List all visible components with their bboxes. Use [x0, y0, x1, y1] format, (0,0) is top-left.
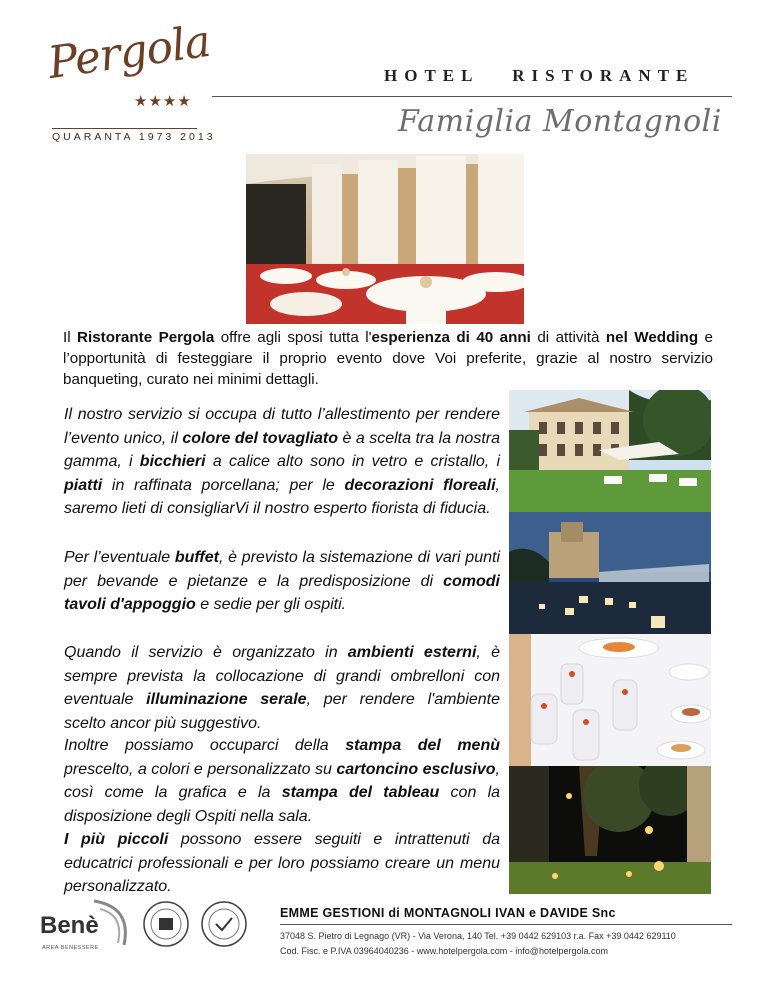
- bene-subtitle: AREA BENESSERE: [42, 945, 99, 951]
- logo-divider: [52, 128, 197, 129]
- company-name: EMME GESTIONI di MONTAGNOLI IVAN e DAVIDE Snc: [280, 906, 616, 920]
- outdoor-paragraph: Quando il servizio è organizzato in ambienti esterni, è sempre prevista la collocazione di grandi ombrelloni con eventuale illuminazione serale, per rendere l'ambiente scelto ancor più suggestivo.: [64, 644, 501, 732]
- logo-tagline: QUARANTA 1973 2013: [52, 131, 216, 143]
- logo-wordmark: Pergola: [44, 15, 214, 89]
- bene-wordmark: Benè: [40, 912, 99, 939]
- buffet-paragraph: Per l’eventuale buffet, è previsto la sistemazione di vari punti per bevande e pietanze e la predisposizione di comodi tavoli d'appoggio e sedie per gli ospiti.: [64, 549, 500, 614]
- night-garden-photo: [509, 512, 711, 634]
- villa-garden-photo: [509, 390, 711, 512]
- company-fiscal-contacts: Cod. Fisc. e P.IVA 03964040236 - www.hotelpergola.com - info@hotelpergola.com: [280, 946, 608, 956]
- footer-rule: [280, 924, 732, 925]
- company-address: 37048 S. Pietro di Legnago (VR) - Via Verona, 140 Tel. +39 0442 629103 r.a. Fax +39 0442 629110: [280, 931, 676, 941]
- night-palms-photo: [509, 766, 711, 894]
- logo-stars: ★★★★: [134, 93, 192, 110]
- service-paragraph: Il nostro servizio si occupa di tutto l’allestimento per rendere l’evento unico, il colore del tovagliato è a scelta tra la nostra gamma, i bicchieri a calice alto sono in vetro e cristallo, i piatti in raffinata porcellana; per le decorazioni floreali, saremo lieti di consigliarVi il nostro esperto fiorista di fiducia.: [64, 406, 500, 518]
- certification-seal-icon: [200, 900, 248, 948]
- menu-print-paragraph: Inoltre possiamo occuparci della stampa del menù prescelto, a colori e personalizzato su cartoncino esclusivo, così come la grafica e la stampa del tableau con la disposizione degli Ospiti nella sala.: [64, 737, 501, 825]
- family-name: Famiglia Montagnoli: [398, 104, 722, 139]
- intro-paragraph: Il Ristorante Pergola offre agli sposi tutta l'esperienza di 40 anni di attività nel Wedding e l’opportunità di festeggiare il proprio evento dove Voi preferite, grazie al nostro servizio banqueting, curato nei minimi dettagli.: [63, 329, 714, 388]
- food-glasses-photo: [509, 634, 711, 766]
- kids-paragraph: I più piccoli possono essere seguiti e intrattenuti da educatrici professionali e per loro possiamo creare un menu personalizzato.: [64, 831, 500, 896]
- header-rule: [212, 96, 732, 97]
- quality-seal-icon: [142, 900, 190, 948]
- banquet-hall-photo: [246, 154, 524, 324]
- hotel-title: HOTEL RISTORANTE: [384, 66, 695, 85]
